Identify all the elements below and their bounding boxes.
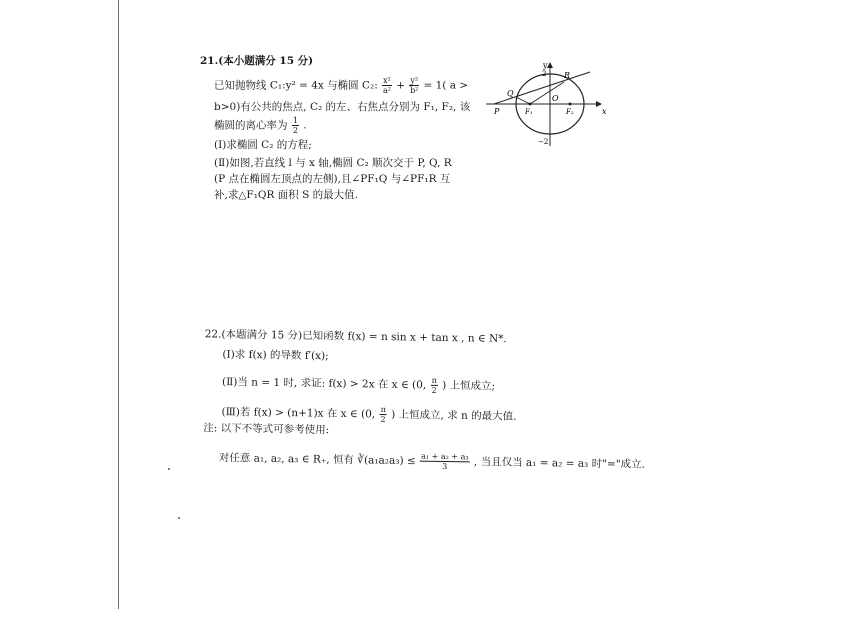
q21-part2-line1: (Ⅱ)如图,若直线 l 与 x 轴,椭圆 C₂ 顺次交于 P, Q, R bbox=[214, 157, 452, 169]
q22-part3-text-b: ) 上恒成立, 求 n 的最大值. bbox=[391, 408, 517, 423]
fraction-numerator: 1 bbox=[292, 116, 298, 125]
fraction-numerator: π bbox=[431, 375, 437, 385]
fraction-denominator: 3 bbox=[442, 462, 448, 472]
q22-part2 bbox=[222, 373, 495, 396]
fraction-denominator: a² bbox=[383, 86, 391, 95]
q22-inequality-text-a: 对任意 a₁, a₂, a₃ ∈ R₊, 恒有 ∛(a₁a₂a₃) ≤ bbox=[218, 451, 416, 468]
q22-part2-fraction-pi-2 bbox=[430, 376, 438, 395]
q21-line3-text-b: . bbox=[303, 119, 307, 132]
fraction-denominator: 2 bbox=[431, 385, 437, 395]
plus-sign: + bbox=[396, 79, 406, 92]
y-axis-label: y bbox=[543, 61, 548, 70]
x-axis-label: x bbox=[602, 107, 607, 116]
q22-inequality-fraction bbox=[420, 452, 470, 472]
fraction-denominator: b² bbox=[410, 86, 419, 95]
label-o: O bbox=[552, 94, 559, 103]
label-r: R bbox=[564, 71, 571, 80]
q22-part3-fraction-pi-2 bbox=[379, 405, 387, 424]
q21-line1-text-b: = 1( a > bbox=[423, 79, 469, 92]
q22-inequality bbox=[219, 448, 645, 474]
q21-part2-line2: (P 点在椭圆左顶点的左侧),且∠PF₁Q 与∠PF₁R 互 bbox=[214, 173, 451, 185]
fraction-denominator: 2 bbox=[380, 415, 386, 425]
q22-note: 注: 以下不等式可参考使用: bbox=[203, 422, 330, 437]
fraction-denominator: 2 bbox=[292, 126, 298, 135]
scan-speck bbox=[168, 468, 170, 470]
fraction-numerator: x² bbox=[383, 76, 391, 85]
q22-inequality-text-b: , 当且仅当 a₁ = a₂ = a₃ 时"="成立. bbox=[473, 456, 646, 471]
q22-part3-text-a: (Ⅲ)若 f(x) > (n+1)x 在 x ∈ (0, bbox=[221, 406, 376, 421]
q22-part2-text-b: ) 上恒成立; bbox=[442, 379, 496, 393]
tick-label-bottom: −2 bbox=[538, 138, 549, 146]
q21-part2-line3: 补,求△F₁QR 面积 S 的最大值. bbox=[214, 189, 358, 201]
fraction-numerator: a₁ + a₂ + a₃ bbox=[421, 451, 469, 462]
q21-line2: b>0)有公共的焦点, C₂ 的左、右焦点分别为 F₁, F₂, 该 bbox=[214, 101, 471, 113]
label-q: Q bbox=[507, 89, 514, 98]
q21-line1-text-a: 已知抛物线 C₁:y² = 4x 与椭圆 C₂: bbox=[214, 79, 378, 92]
scan-speck bbox=[178, 517, 180, 519]
q21-part1: (Ⅰ)求椭圆 C₂ 的方程; bbox=[214, 139, 312, 151]
q21-line3-text-a: 椭圆的离心率为 bbox=[214, 119, 288, 132]
fraction-numerator: y² bbox=[410, 76, 419, 85]
q22-part2-text-a: (Ⅱ)当 n = 1 时, 求证: f(x) > 2x 在 x ∈ (0, bbox=[221, 376, 427, 392]
q21-header: 21.(本小题满分 15 分) bbox=[200, 55, 314, 67]
label-f2: F₂ bbox=[566, 108, 574, 116]
q22-part1: (Ⅰ)求 f(x) 的导数 f′(x); bbox=[222, 348, 329, 363]
label-p: P bbox=[494, 107, 500, 116]
fraction-numerator: π bbox=[380, 405, 386, 415]
label-f1: F₁ bbox=[525, 108, 533, 116]
q22-header: 22.(本题满分 15 分)已知函数 f(x) = n sin x + tan x , n ∈ N*. bbox=[204, 328, 507, 346]
tick-label-top: 2 bbox=[542, 70, 547, 78]
